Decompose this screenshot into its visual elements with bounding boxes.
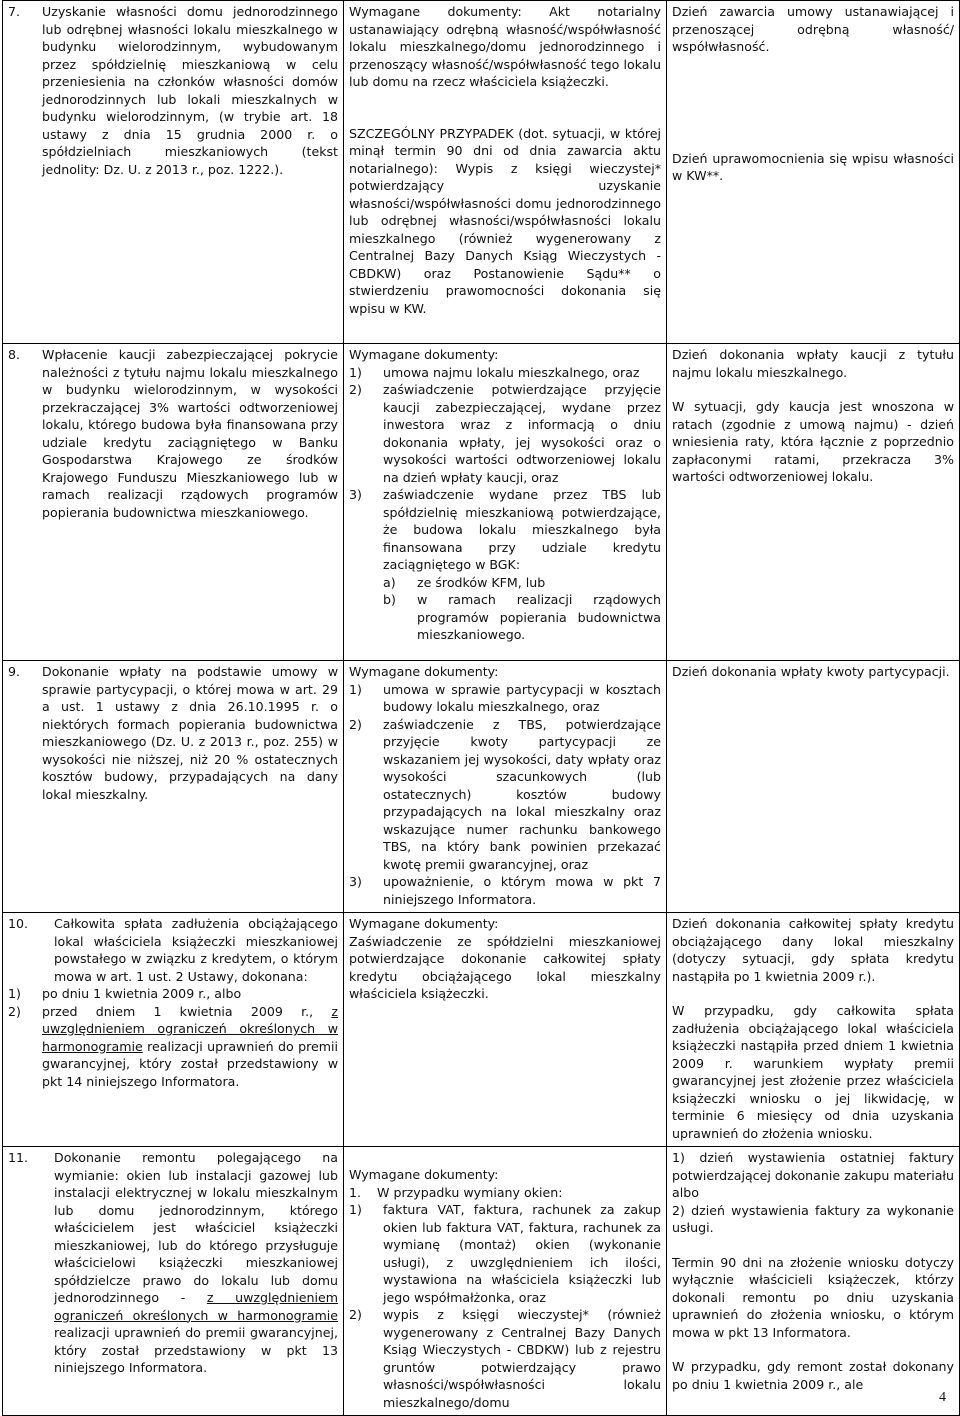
documents-cell	[344, 661, 667, 913]
table-row	[3, 661, 960, 913]
date-cell	[667, 661, 960, 913]
row-number: 10.	[8, 916, 29, 931]
description-cell	[3, 661, 344, 913]
list-item: 2) zaświadczenie potwierdzające przyjęcie kaucji zabezpieczającej, wydane przez inwestora wraz z informacją o dniu dokonania wpłaty, jej wysokości oraz o wysokości wartości odtworzeniowej lokalu na dzień wpłaty kaucji, oraz	[349, 382, 661, 485]
list-item: 1) umowa w sprawie partycypacji w kosztach budowy lokalu mieszkalnego, oraz	[349, 681, 661, 714]
page-number: 4	[939, 1390, 946, 1405]
documents-cell	[344, 1147, 667, 1416]
date-cell	[667, 1, 960, 344]
date-text: Dzień zawarcia umowy ustanawiającej i przenoszącej odrębną własność/ współwłasność.	[672, 4, 954, 54]
date-text-2: W sytuacji, gdy kaucja jest wnoszona w ratach (zgodnie z umową najmu) - dzień wniesienia raty, która łącznie z poprzednio zapłaconymi ratami, przekracza 3% wartości odtworzeniowej lokalu.	[672, 399, 954, 484]
sub-list-item: b) w ramach realizacji rządowych programów popierania budownictwa mieszkaniowego.	[383, 592, 661, 642]
table-row	[3, 913, 960, 1147]
table-row	[3, 344, 960, 661]
list-item: 2) zaświadczenie z TBS, potwierdzające przyjęcie kwoty partycypacji ze wskazaniem jej wysokości, daty wpłaty oraz wysokości szacunkowych (lub ostatecznych) kosztów budowy przypadających na lokal mieszkalny oraz wskazujące numer rachunku bankowego TBS, na który bank powinien przekazać kwotę premii gwarancyjnej, oraz	[349, 716, 661, 872]
date-text: Dzień dokonania całkowitej spłaty kredytu obciążającego dany lokal mieszkalny (dotyczy sytuacji, gdy spłata kredytu nastąpiła po 1 kwietnia 2009 r.).	[672, 916, 954, 984]
list-item: 1) po dniu 1 kwietnia 2009 r., albo	[8, 986, 242, 1001]
row-description: Dokonanie remontu polegającego na wymianie: okien lub instalacji gazowej lub instalacji elektrycznej w lokalu mieszkalnym lub domu jednorodzinnym, którego właścicielem jest właściciel książeczki mieszkaniowej, lub do którego przysługuje właścicielowi książeczki mieszkaniowej spółdzielcze prawo do lokalu lub domu jednorodzinnego - z uwzględnieniem ograniczeń określonych w harmonogramie realizacji uprawnień do premii gwarancyjnej, który został przedstawiony w pkt 13 niniejszego Informatora.	[54, 1150, 338, 1375]
table-row	[3, 1, 960, 344]
date-cell	[667, 344, 960, 661]
date-cell	[667, 1147, 960, 1416]
row-number: 9.	[8, 664, 21, 679]
documents-subtitle: 1. W przypadku wymiany okien:	[349, 1184, 563, 1200]
list-item: 1) umowa najmu lokalu mieszkalnego, oraz	[349, 364, 640, 380]
date-text: Dzień dokonania wpłaty kaucji z tytułu najmu lokalu mieszkalnego.	[672, 347, 954, 380]
documents-text: Zaświadczenie ze spółdzielni mieszkaniowej potwierdzające dokonanie całkowitej spłaty kredytu obciążającego lokal mieszkalny właściciela książeczki.	[349, 933, 661, 1001]
row-description: Wpłacenie kaucji zabezpieczającej pokrycie należności z tytułu najmu lokalu mieszkalnego w budynku wielorodzinnym, w wysokości przekraczającej 3% wartości odtworzeniowej lokalu, którego budowa była finansowana przy udziale kredytu zaciągniętego w Banku Gospodarstwa Krajowego ze środków Krajowego Funduszu Mieszkaniowego lub w ramach realizacji rządowych programów popierania budownictwa mieszkaniowego.	[42, 347, 338, 520]
date-text: 1) dzień wystawienia ostatniej faktury potwierdzającej dokonanie zakupu materiału albo	[672, 1150, 954, 1200]
list-item: 1) faktura VAT, faktura, rachunek za zakup okien lub faktura VAT, faktura, rachunek za wymianę (montaż) okien (wykonanie usługi), z uwzględnieniem ich ilości, wystawiona na właściciela książeczki lub jego współmałżonka, oraz	[349, 1202, 661, 1305]
documents-text: Wymagane dokumenty: Akt notarialny ustanawiający odrębną własność/współwłasność lokalu mieszkalnego/domu jednorodzinnego i przenoszący własność/współwłasność tego lokalu lub domu na rzecz właściciela książeczki.	[349, 4, 661, 89]
list-item: 3) zaświadczenie wydane przez TBS lub spółdzielnię mieszkaniową potwierdzające, że budowa lokalu mieszkalnego była finansowana przy udziale kredytu zaciągniętego w BGK:	[349, 487, 661, 572]
row-number: 11.	[8, 1150, 29, 1165]
date-text-4: W przypadku, gdy remont został dokonany po dniu 1 kwietnia 2009 r., ale	[672, 1359, 954, 1392]
date-text-2: Dzień uprawomocnienia się wpisu własności w KW**.	[672, 150, 954, 183]
list-item: 2) przed dniem 1 kwietnia 2009 r., z uwzględnieniem ograniczeń określonych w harmonogramie realizacji uprawnień do premii gwarancyjnej, który został przedstawiony w pkt 14 niniejszego Informatora.	[8, 1003, 338, 1089]
row-number: 7.	[8, 4, 21, 19]
documents-header: Wymagane dokumenty:	[349, 347, 499, 362]
row-description: Uzyskanie własności domu jednorodzinnego lub odrębnej własności lokalu mieszkalnego w budynku wielorodzinnym, wybudowanym przez spółdzielnię mieszkaniową w celu przeniesienia na członków własności domów jednorodzinnych lub lokali mieszkalnych w budynku wielorodzinnym, (w trybie art. 18 ustawy z dnia 15 grudnia 2000 r. o spółdzielniach mieszkaniowych (tekst jednolity: Dz. U. z 2013 r., poz. 1222.).	[42, 4, 338, 177]
description-cell	[3, 1, 344, 344]
requirements-table	[2, 0, 960, 1416]
documents-cell	[344, 1, 667, 344]
description-cell	[3, 913, 344, 1147]
special-case-text: SZCZEGÓLNY PRZYPADEK (dot. sytuacji, w której minął termin 90 dni od dnia zawarcia aktu notarialnego): Wypis z księgi wieczystej* potwierdzający uzyskanie własności/współwłasności domu jednorodzinnego lub odrębnej własności/współwłasności lokalu mieszkalnego (również wygenerowany z Centralnej Bazy Danych Ksiąg Wieczystych - CBDKW) oraz Postanowienie Sądu** o stwierdzeniu prawomocności dokonania się wpisu w KW.	[349, 125, 661, 316]
documents-cell	[344, 344, 667, 661]
documents-header: Wymagane dokumenty:	[349, 916, 499, 931]
date-text: Dzień dokonania wpłaty kwoty partycypacji.	[672, 664, 950, 679]
list-item: 3) upoważnienie, o którym mowa w pkt 7 niniejszego Informatora.	[349, 874, 661, 907]
row-description: Całkowita spłata zadłużenia obciążającego lokal właściciela książeczki mieszkaniowej powstałego w związku z kredytem, o którym mowa w art. 1 ust. 2 Ustawy, dokonana:	[54, 916, 338, 984]
date-text-2: 2) dzień wystawienia faktury za wykonanie usługi.	[672, 1202, 954, 1235]
documents-header: Wymagane dokumenty:	[349, 1167, 499, 1182]
row-description: Dokonanie wpłaty na podstawie umowy w sprawie partycypacji, o której mowa w art. 29 a ust. 1 ustawy z dnia 26.10.1995 r. o niektórych formach popierania budownictwa mieszkaniowego (Dz. U. z 2013 r., poz. 255) w wysokości nie niższej, niż 20 % ostatecznych kosztów budowy, przypadających na dany lokal mieszkalny.	[42, 664, 338, 802]
table-row	[3, 1147, 960, 1416]
list-item: 2) wypis z księgi wieczystej* (również wygenerowany z Centralnej Bazy Danych Ksiąg Wieczystych - CBDKW) lub z rejestru gruntów potwierdzający prawo własności/współwłasności lokalu mieszkalnego/domu	[349, 1307, 661, 1410]
documents-header: Wymagane dokumenty:	[349, 664, 499, 679]
documents-cell	[344, 913, 667, 1147]
sub-list-item: a) ze środków KFM, lub	[383, 574, 546, 590]
row-number: 8.	[8, 347, 21, 362]
date-text-2: W przypadku, gdy całkowita spłata zadłużenia obciążającego lokal właściciela książeczki nastąpiła przed dniem 1 kwietnia 2009 r. warunkiem wypłaty premii gwarancyjnej jest złożenie przez właściciela książeczki wniosku o jej likwidację, w terminie 6 miesięcy od dnia uzyskania uprawnień do złożenia wniosku.	[672, 1003, 954, 1141]
date-cell	[667, 913, 960, 1147]
description-cell	[3, 1147, 344, 1416]
date-text-3: Termin 90 dni na złożenie wniosku dotyczy wyłącznie właścicieli książeczek, którzy dokonali remontu po dniu uzyskania uprawnień do złożenia wniosku, o którym mowa w pkt 13 Informatora.	[672, 1254, 954, 1340]
description-cell	[3, 344, 344, 661]
